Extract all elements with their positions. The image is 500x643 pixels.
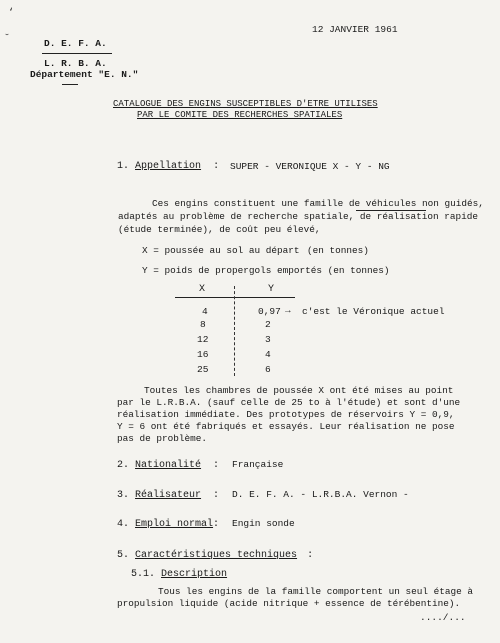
table-row-5-y: 6: [265, 364, 271, 375]
section-1-heading: [117, 160, 219, 173]
s5-para-line2: propulsion liquide (acide nitrique + essence de térébentine).: [117, 598, 461, 609]
corner-mark-2: ˘: [4, 34, 11, 45]
table-header-y: Y: [268, 284, 275, 295]
section-2-sep: :: [213, 460, 220, 471]
section-2-label: Nationalité: [135, 460, 202, 471]
section-5-sep: :: [307, 550, 314, 561]
x-definition: X = poussée au sol au départ: [142, 245, 300, 256]
s1-para2-line2: par le L.R.B.A. (sauf celle de 25 to à l'étude) et sont d'une: [117, 397, 461, 408]
subsection-5-1-label: Description: [161, 569, 228, 580]
section-1-label: Appellation: [135, 161, 202, 172]
table-row-1-y: 0,97: [258, 306, 281, 317]
table-row-4-x: 16: [197, 349, 209, 360]
section-3-sep: :: [213, 490, 220, 501]
table-row-3-y: 3: [265, 334, 271, 345]
s1-para1-line1: Ces engins constituent une famille de véhicules non guidés,: [152, 198, 484, 209]
subsection-5-1-number: 5.1.: [131, 569, 156, 580]
s1-para2-line5: pas de problème.: [117, 433, 208, 444]
table-row-3-x: 12: [197, 334, 209, 345]
table-row-5-x: 25: [197, 364, 209, 375]
table-header-x: X: [199, 284, 206, 295]
section-5-label: Caractéristiques techniques: [135, 550, 298, 561]
section-4-sep: :: [213, 519, 220, 530]
document-date: 12 JANVIER 1961: [312, 24, 398, 35]
table-row-4-y: 4: [265, 349, 271, 360]
section-4-value: Engin sonde: [232, 518, 295, 529]
section-3-number: 3.: [117, 490, 130, 501]
section-4-number: 4.: [117, 519, 130, 530]
s1-para2-line3: réalisation immédiate. Des prototypes de réservoirs Y = 0,9,: [117, 409, 455, 420]
section-2-value: Française: [232, 459, 284, 470]
subsection-5-1-heading: [131, 568, 227, 581]
table-row-2-x: 8: [200, 319, 206, 330]
s1-para1-line3: (étude terminée), de coût peu élevé,: [118, 224, 321, 235]
section-3-heading: [117, 489, 201, 502]
section-3-label: Réalisateur: [135, 490, 202, 501]
section-5-number: 5.: [117, 550, 130, 561]
title-line-2: PAR LE COMITE DES RECHERCHES SPATIALES: [137, 110, 343, 120]
org-lrba: L. R. B. A.: [44, 58, 107, 69]
org-defa: D. E. F. A.: [44, 38, 107, 49]
x-unit: (en tonnes): [307, 245, 369, 256]
continuation-mark: ..../...: [420, 612, 466, 623]
corner-mark: ‘: [8, 8, 15, 19]
section-1-number: 1.: [117, 161, 130, 172]
title-line-1: CATALOGUE DES ENGINS SUSCEPTIBLES D'ETRE UTILISES: [113, 99, 378, 109]
department: Département "E. N.": [30, 69, 139, 80]
section-3-value: D. E. F. A. - L.R.B.A. Vernon -: [232, 489, 409, 500]
table-row-1-x: 4: [202, 306, 208, 317]
section-4-label: Emploi normal: [135, 519, 214, 530]
s1-para2-line4: Y = 6 ont été fabriqués et essayés. Leur réalisation ne pose: [117, 421, 455, 432]
section-1-sep: :: [213, 161, 220, 172]
section-2-number: 2.: [117, 460, 130, 471]
table-row-1-note: c'est le Véronique actuel: [302, 306, 445, 317]
arrow-icon: →: [285, 305, 291, 316]
section-1-value: SUPER - VERONIQUE X - Y - NG: [230, 161, 390, 172]
s1-para2-line1: Toutes les chambres de poussée X ont été mises au point: [144, 385, 454, 396]
section-2-heading: [117, 459, 201, 472]
s5-para-line1: Tous les engins de la famille comportent un seul étage à: [158, 586, 474, 597]
header-rule: [42, 53, 112, 54]
table-divider: [234, 286, 236, 376]
table-row-2-y: 2: [265, 319, 271, 330]
section-4-heading: [117, 518, 213, 531]
section-5-heading: [117, 549, 313, 562]
header-dash: [62, 84, 78, 85]
s1-para1-line2: adaptés au problème de recherche spatiale, de réalisation rapide: [118, 211, 479, 222]
y-definition: Y = poids de propergols emportés (en tonnes): [142, 265, 390, 276]
